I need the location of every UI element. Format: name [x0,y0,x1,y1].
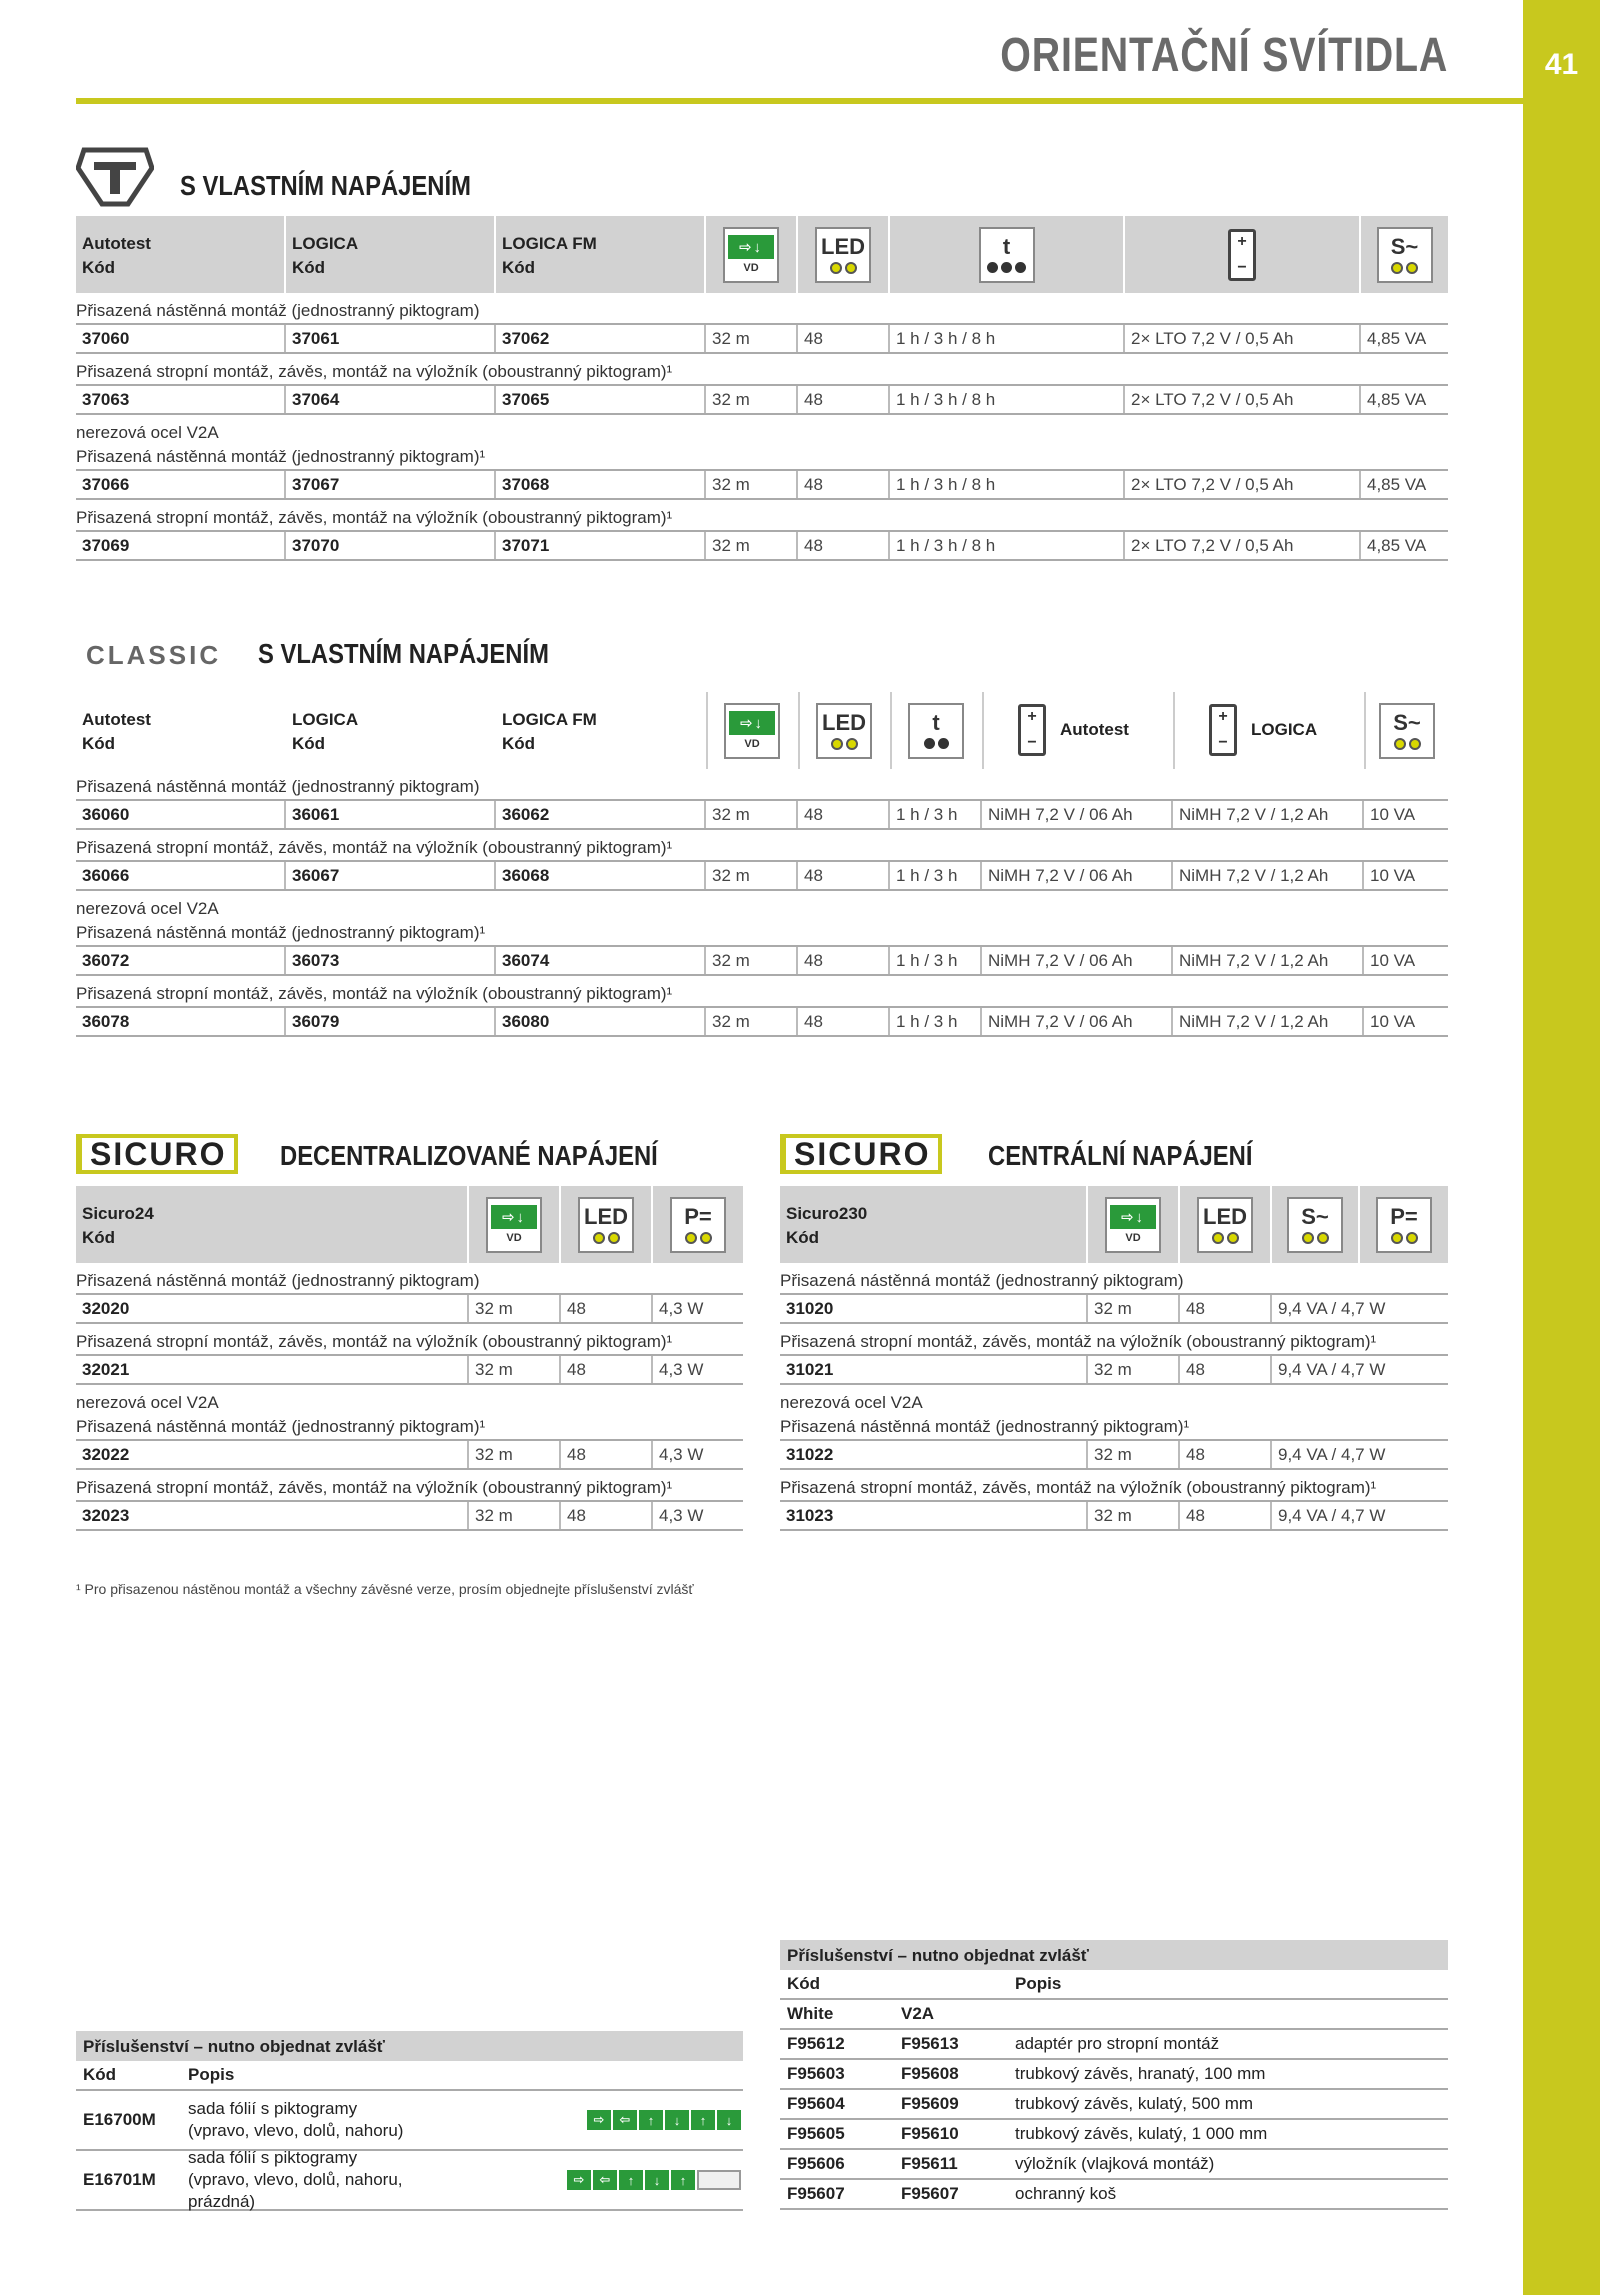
spec-value: 4,3 W [659,1360,704,1379]
product-code: 37065 [496,386,706,413]
spec-value: 1 h / 3 h [890,947,982,974]
product-code: 32022 [76,1441,469,1468]
table-classic [76,692,1448,1037]
table-self-powered [76,216,1448,561]
spec-value: 1 h / 3 h / 8 h [890,471,1125,498]
table-row [780,2090,1448,2120]
header-autotest: Autotest Kód [82,234,151,277]
sicuro-logo: SICURO [76,1134,238,1174]
accessory-description: ochranný koš [1015,2184,1117,2203]
spec-value: 32 m [706,947,798,974]
accessories-header: Kód Popis [76,2061,743,2091]
accessory-code: F95610 [901,2124,959,2143]
spec-value: 1 h / 3 h / 8 h [890,532,1125,559]
product-code: 31021 [780,1356,1088,1383]
group-label: nerezová ocel V2A Přisazená nástěnná montáž (jednostranný piktogram)¹ [76,1393,486,1436]
spec-value: 4,85 VA [1367,475,1427,494]
accessory-code: F95605 [787,2124,845,2143]
spec-value: 48 [798,801,890,828]
table-row [76,860,1448,891]
product-code: 36062 [496,801,706,828]
spec-value: 4,85 VA [1367,329,1427,348]
accessory-description: trubkový závěs, kulatý, 500 mm [1015,2094,1254,2113]
spec-value: 48 [561,1441,653,1468]
table-row [780,2030,1448,2060]
battery-label-autotest: Autotest [1060,720,1129,739]
battery-icon: + − [1004,702,1060,758]
table-header [76,216,1448,293]
led-icon: LED [816,703,872,759]
spec-value: 4,3 W [659,1299,704,1318]
page-title: ORIENTAČNÍ SVÍTIDLA [1000,29,1448,82]
accessory-code: F95611 [901,2154,958,2173]
table-row [780,2180,1448,2210]
spec-value: 2× LTO 7,2 V / 0,5 Ah [1125,471,1361,498]
led-icon: LED [578,1197,634,1253]
product-code: 36061 [286,801,496,828]
spec-value: 48 [1180,1356,1272,1383]
product-code: 37068 [496,471,706,498]
product-code: 36074 [496,947,706,974]
accessory-code: F95607 [901,2184,959,2203]
product-code: 36068 [496,862,706,889]
spec-value: 48 [561,1502,653,1529]
spec-value: 10 VA [1370,866,1416,885]
accessory-code: F95613 [901,2034,959,2053]
group-label: Přisazená stropní montáž, závěs, montáž na výložník (oboustranný piktogram)¹ [780,1332,1377,1351]
spec-value: 48 [798,1008,890,1035]
spec-value: 1 h / 3 h [890,801,982,828]
table-row [780,1293,1448,1324]
table-row [780,1500,1448,1531]
table-body [780,1263,1448,1531]
group-label: Přisazená stropní montáž, závěs, montáž na výložník (oboustranný piktogram)¹ [780,1478,1377,1497]
spec-value: 9,4 VA / 4,7 W [1278,1445,1386,1464]
group-label: Přisazená stropní montáž, závěs, montáž na výložník (oboustranný piktogram)¹ [76,1478,673,1497]
section-title: CENTRÁLNÍ NAPÁJENÍ [988,1140,1253,1171]
table-row [76,945,1448,976]
battery-icon: + − [1195,702,1251,758]
spec-value: 32 m [469,1356,561,1383]
spec-value: 48 [798,862,890,889]
exit-sign-icon: ⇨↓ VD [723,227,779,283]
spec-value: 1 h / 3 h [890,1008,982,1035]
spec-value: 48 [1180,1441,1272,1468]
table-header [76,692,1448,769]
led-icon: LED [1197,1197,1253,1253]
spec-value: 48 [561,1356,653,1383]
product-code: 36078 [76,1008,286,1035]
table-body [76,293,1448,561]
group-label: Přisazená nástěnná montáž (jednostranný piktogram) [76,301,480,320]
spec-value: 48 [1180,1502,1272,1529]
accessories-right [780,1940,1448,2210]
product-code: 36066 [76,862,286,889]
t-logo-icon [76,146,154,208]
table-row [76,384,1448,415]
table-row: E16700M sada fólií s piktogramy (vpravo, vlevo, dolů, nahoru) ⇨ ⇦ ↑ ↓ ↑ ↓ [76,2091,743,2151]
spec-value: 48 [561,1295,653,1322]
spec-value: NiMH 7,2 V / 1,2 Ah [1173,801,1364,828]
spec-value: 9,4 VA / 4,7 W [1278,1299,1386,1318]
accessories-header: Kód Popis [780,1970,1448,2000]
spec-value: 1 h / 3 h / 8 h [890,386,1125,413]
page-number: 41 [1544,48,1579,81]
product-code: 37064 [286,386,496,413]
section-title: S VLASTNÍM NAPÁJENÍM [258,638,549,669]
table-row [76,1439,743,1470]
accessory-code: F95604 [787,2094,845,2113]
product-code: 36060 [76,801,286,828]
group-label: Přisazená stropní montáž, závěs, montáž na výložník (oboustranný piktogram)¹ [76,1332,673,1351]
s-power-icon: S~ [1287,1197,1343,1253]
spec-value: NiMH 7,2 V / 1,2 Ah [1173,947,1364,974]
accessory-code: F95607 [787,2184,845,2203]
table-row [76,1500,743,1531]
table-row [780,2120,1448,2150]
spec-value: 48 [798,325,890,352]
product-code: 32020 [76,1295,469,1322]
side-band [1523,0,1600,2295]
table-row [780,1354,1448,1385]
exit-sign-icon: ⇨↓ VD [1105,1197,1161,1253]
p-power-icon: P= [670,1197,726,1253]
accessory-description: výložník (vlajková montáž) [1015,2154,1215,2173]
spec-value: 32 m [469,1295,561,1322]
spec-value: 32 m [1088,1502,1180,1529]
spec-value: 9,4 VA / 4,7 W [1278,1360,1386,1379]
group-label: Přisazená stropní montáž, závěs, montáž na výložník (oboustranný piktogram)¹ [76,362,673,381]
product-code: 37071 [496,532,706,559]
accessory-code: F95609 [901,2094,959,2113]
product-code: 37069 [76,532,286,559]
spec-value: NiMH 7,2 V / 06 Ah [982,801,1173,828]
table-decentral [76,1186,743,1531]
spec-value: 32 m [706,532,798,559]
spec-value: NiMH 7,2 V / 1,2 Ah [1173,862,1364,889]
product-code: 31022 [780,1441,1088,1468]
table-row: E16701M sada fólií s piktogramy (vpravo, vlevo, dolů, nahoru, prázdná) ⇨ ⇦ ↑ ↓ ↑ [76,2151,743,2211]
spec-value: 2× LTO 7,2 V / 0,5 Ah [1125,386,1361,413]
product-code: 37061 [286,325,496,352]
spec-value: 32 m [469,1441,561,1468]
exit-sign-icon: ⇨↓ VD [486,1197,542,1253]
product-code: 36067 [286,862,496,889]
accessories-left [76,2031,743,2211]
header-autotest: Autotest Kód [82,710,151,753]
product-code: 31023 [780,1502,1088,1529]
group-label: Přisazená stropní montáž, závěs, montáž na výložník (oboustranný piktogram)¹ [76,508,673,527]
battery-icon: + − [1214,227,1270,283]
s-power-icon: S~ [1377,227,1433,283]
spec-value: 4,3 W [659,1445,704,1464]
table-header [76,1186,743,1263]
spec-value: 32 m [706,1008,798,1035]
accessory-description: adaptér pro stropní montáž [1015,2034,1220,2053]
spec-value: 10 VA [1370,1012,1416,1031]
accessories-title: Příslušenství – nutno objednat zvlášť [76,2031,743,2061]
led-icon: LED [815,227,871,283]
spec-value: 1 h / 3 h / 8 h [890,325,1125,352]
group-label: Přisazená nástěnná montáž (jednostranný piktogram) [780,1271,1184,1290]
spec-value: 32 m [1088,1356,1180,1383]
spec-value: 10 VA [1370,805,1416,824]
product-code: 31020 [780,1295,1088,1322]
table-row [76,1006,1448,1037]
group-label: Přisazená nástěnná montáž (jednostranný piktogram) [76,777,480,796]
spec-value: 2× LTO 7,2 V / 0,5 Ah [1125,325,1361,352]
header-sicuro24: Sicuro24 Kód [82,1204,154,1247]
product-code: 37067 [286,471,496,498]
spec-value: 4,85 VA [1367,390,1427,409]
group-label: Přisazená stropní montáž, závěs, montáž na výložník (oboustranný piktogram)¹ [76,984,673,1003]
header-logica-fm: LOGICA FM Kód [502,710,597,753]
pictogram-set-icon: ⇨ ⇦ ↑ ↓ ↑ ↓ [587,2110,741,2130]
footnote: ¹ Pro přisazenou nástěnou montáž a všechny závěsné verze, prosím objednejte příslušenství zvlášť [76,1581,694,1597]
group-label: nerezová ocel V2A Přisazená nástěnná montáž (jednostranný piktogram)¹ [780,1393,1190,1436]
s-power-icon: S~ [1379,703,1435,759]
spec-value: 32 m [706,862,798,889]
table-body [780,2030,1448,2210]
spec-value: 2× LTO 7,2 V / 0,5 Ah [1125,532,1361,559]
accessory-code: F95612 [787,2034,845,2053]
group-label: Přisazená stropní montáž, závěs, montáž na výložník (oboustranný piktogram)¹ [76,838,673,857]
accessories-title: Příslušenství – nutno objednat zvlášť [780,1940,1448,1970]
accessory-code: F95606 [787,2154,845,2173]
header-logica: LOGICA Kód [292,234,359,277]
table-central [780,1186,1448,1531]
spec-value: NiMH 7,2 V / 06 Ah [982,1008,1173,1035]
spec-value: 48 [798,532,890,559]
table-body [76,1263,743,1531]
spec-value: 48 [798,947,890,974]
spec-value: NiMH 7,2 V / 06 Ah [982,947,1173,974]
product-code: 36080 [496,1008,706,1035]
spec-value: 48 [798,386,890,413]
table-header [780,1186,1448,1263]
group-label: Přisazená nástěnná montáž (jednostranný piktogram) [76,1271,480,1290]
accessory-code: F95603 [787,2064,845,2083]
spec-value: 48 [798,471,890,498]
table-row [76,469,1448,500]
table-row [780,2150,1448,2180]
blank-pictogram-icon [697,2170,741,2190]
table-row [76,530,1448,561]
table-row [76,323,1448,354]
spec-value: 32 m [706,325,798,352]
battery-label-logica: LOGICA [1251,720,1318,739]
spec-value: NiMH 7,2 V / 06 Ah [982,862,1173,889]
spec-value: 32 m [706,471,798,498]
product-code: 37066 [76,471,286,498]
group-label: nerezová ocel V2A Přisazená nástěnná montáž (jednostranný piktogram)¹ [76,423,486,466]
p-power-icon: P= [1376,1197,1432,1253]
table-row [780,2060,1448,2090]
duration-icon: t [979,227,1035,283]
spec-value: 48 [1180,1295,1272,1322]
product-code: 36079 [286,1008,496,1035]
spec-value: NiMH 7,2 V / 1,2 Ah [1173,1008,1364,1035]
header-logica-fm: LOGICA FM Kód [502,234,597,277]
classic-logo: CLASSIC [86,640,222,670]
table-row [76,1293,743,1324]
product-code: 37060 [76,325,286,352]
spec-value: 4,3 W [659,1506,704,1525]
spec-value: 32 m [1088,1295,1180,1322]
spec-value: 32 m [1088,1441,1180,1468]
spec-value: 32 m [469,1502,561,1529]
spec-value: 1 h / 3 h [890,862,982,889]
spec-value: 10 VA [1370,951,1416,970]
spec-value: 4,85 VA [1367,536,1427,555]
section-title: S VLASTNÍM NAPÁJENÍM [180,170,471,201]
spec-value: 9,4 VA / 4,7 W [1278,1506,1386,1525]
exit-sign-icon: ⇨↓ VD [724,703,780,759]
table-row [76,799,1448,830]
duration-icon: t [908,703,964,759]
product-code: 36072 [76,947,286,974]
accessory-description: trubkový závěs, hranatý, 100 mm [1015,2064,1266,2083]
accessory-description: trubkový závěs, kulatý, 1 000 mm [1015,2124,1268,2143]
top-rule [76,98,1523,104]
group-label: nerezová ocel V2A Přisazená nástěnná montáž (jednostranný piktogram)¹ [76,899,486,942]
table-row [76,1354,743,1385]
sicuro-logo: SICURO [780,1134,942,1174]
product-code: 32021 [76,1356,469,1383]
pictogram-set-icon: ⇨ ⇦ ↑ ↓ ↑ [567,2170,741,2190]
spec-value: 32 m [706,801,798,828]
header-sicuro230: Sicuro230 Kód [786,1204,868,1247]
spec-value: 32 m [706,386,798,413]
section-title: DECENTRALIZOVANÉ NAPÁJENÍ [280,1140,658,1171]
product-code: 37062 [496,325,706,352]
product-code: 37070 [286,532,496,559]
header-logica: LOGICA Kód [292,710,359,753]
product-code: 36073 [286,947,496,974]
table-row [780,1439,1448,1470]
accessories-subheader: White V2A [780,2000,1448,2030]
table-body [76,769,1448,1037]
product-code: 37063 [76,386,286,413]
accessory-code: F95608 [901,2064,959,2083]
product-code: 32023 [76,1502,469,1529]
